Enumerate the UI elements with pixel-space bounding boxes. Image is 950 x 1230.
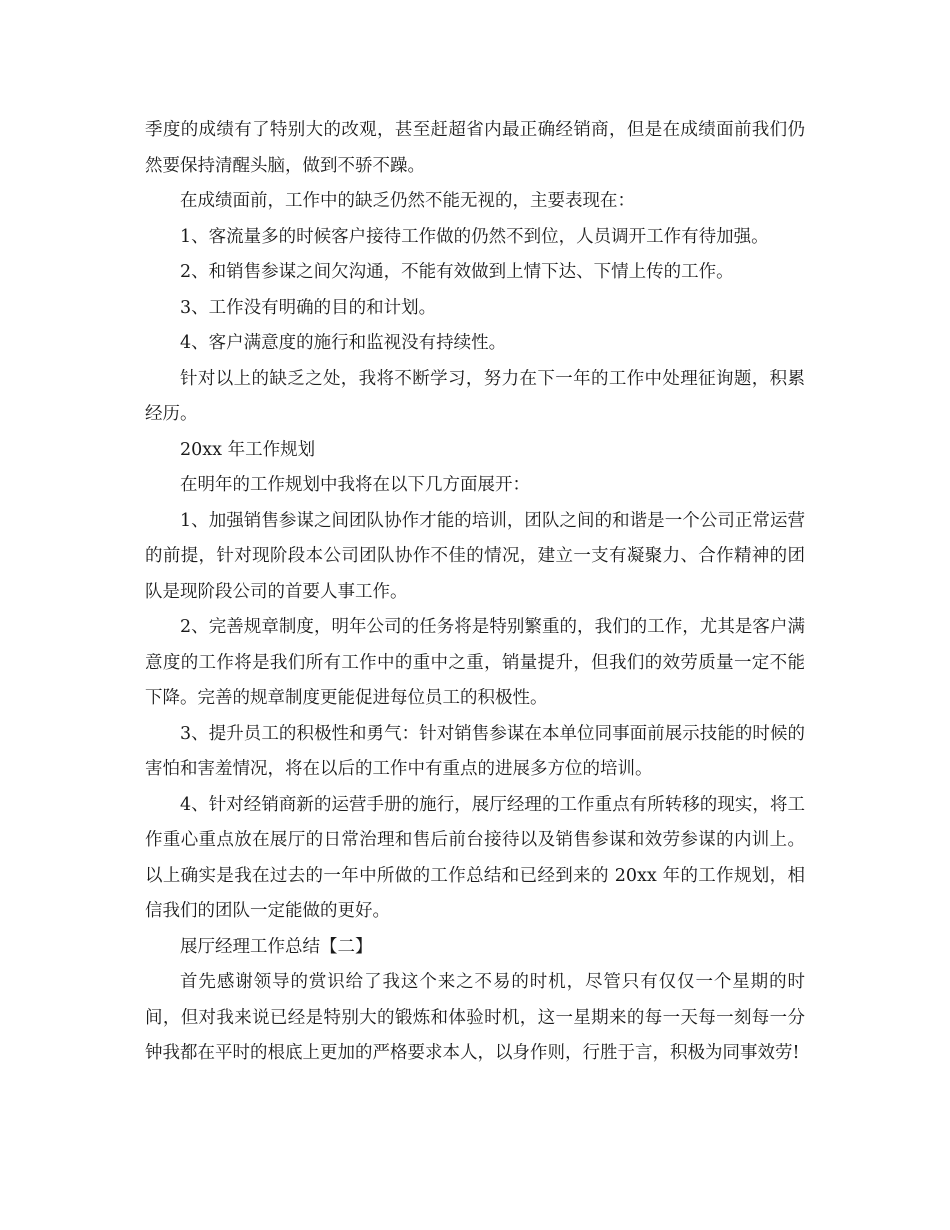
list-item-1: 1、客流量多的时候客户接待工作做的仍然不到位，人员调开工作有待加强。 xyxy=(180,226,769,247)
list-item-3: 3、工作没有明确的目的和计划。 xyxy=(180,297,437,318)
plan-item-2: 2、完善规章制度，明年公司的任务将是特别繁重的，我们的工作，尤其是客户满意度的工作将是我们所有工作中的重中之重，销量提升，但我们的效劳质量一定不能下降。完善的规章制度更能促进每位员工的积极性。 xyxy=(145,617,805,708)
plan-item-3: 3、提升员工的积极性和勇气：针对销售参谋在本单位同事面前展示技能的时候的害怕和害羞情况，将在以后的工作中有重点的进展多方位的培训。 xyxy=(145,723,805,779)
paragraph-4: 在明年的工作规划中我将在以下几方面展开： xyxy=(180,475,530,495)
list-item-2: 2、和销售参谋之间欠沟通，不能有效做到上情下达、下情上传的工作。 xyxy=(180,262,734,282)
paragraph-1: 季度的成绩有了特别大的改观，甚至赶超省内最正确经销商，但是在成绩面前我们仍然要保持清醒头脑，做到不骄不躁。 xyxy=(145,120,805,176)
plan-item-1: 1、加强销售参谋之间团队协作才能的培训，团队之间的和谐是一个公司正常运营的前提，针对现阶段本公司团队协作不佳的情况，建立一支有凝聚力、合作精神的团队是现阶段公司的首要人事工作。 xyxy=(145,510,805,602)
document-body xyxy=(145,113,805,1072)
paragraph-3: 针对以上的缺乏之处，我将不断学习，努力在下一年的工作中处理征询题，积累经历。 xyxy=(145,368,805,424)
section-heading-plan: 20xx 年工作规划 xyxy=(180,439,316,460)
paragraph-5: 首先感谢领导的赏识给了我这个来之不易的时机，尽管只有仅仅一个星期的时间，但对我来说已经是特别大的锻炼和体验时机，这一星期来的每一天每一刻每一分钟我都在平时的根底上更加的严格要求本人，以身作则，行胜于言，积极为同事效劳! xyxy=(145,972,805,1063)
section-heading-summary-2: 展厅经理工作总结【二】 xyxy=(180,936,373,957)
paragraph-2: 在成绩面前，工作中的缺乏仍然不能无视的，主要表现在： xyxy=(180,191,635,211)
list-item-4: 4、客户满意度的施行和监视没有持续性。 xyxy=(180,333,507,353)
plan-item-4: 4、针对经销商新的运营手册的施行，展厅经理的工作重点有所转移的现实，将工作重心重点放在展厅的日常治理和售后前台接待以及销售参谋和效劳参谋的内训上。以上确实是我在过去的一年中所做的工作总结和已经到来的 20xx 年的工作规划，相信我们的团队一定能做的更好。 xyxy=(145,794,805,921)
